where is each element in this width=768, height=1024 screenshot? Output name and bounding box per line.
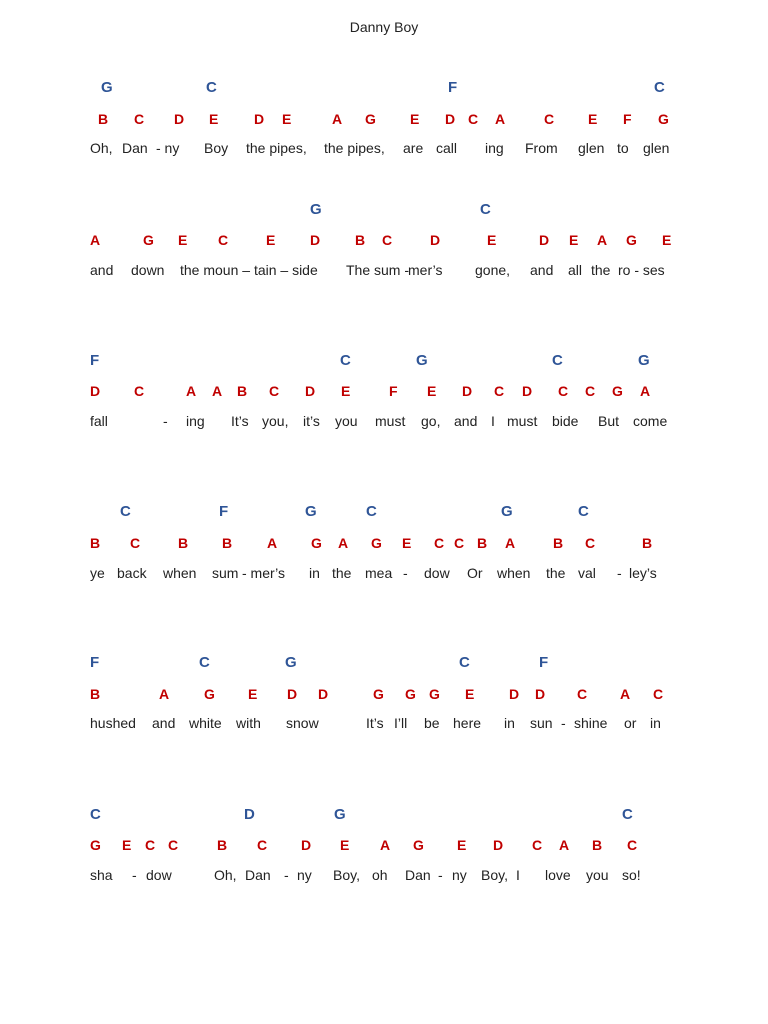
note-label: C	[257, 837, 268, 853]
note-label: E	[457, 837, 467, 853]
note-label: A	[212, 383, 223, 399]
note-label: C	[145, 837, 156, 853]
lyric-word: and	[530, 262, 554, 278]
lyric-word: Boy	[204, 140, 229, 156]
note-label: D	[509, 686, 520, 702]
note-label: D	[174, 111, 185, 127]
lyric-word: shine	[574, 715, 608, 731]
note-label: E	[248, 686, 258, 702]
chord-label: G	[101, 79, 113, 96]
lyric-word: ye	[90, 565, 105, 581]
note-label: E	[465, 686, 475, 702]
lyric-word: or	[624, 715, 637, 731]
note-label: E	[410, 111, 420, 127]
note-label: C	[585, 535, 596, 551]
lyric-word: - mer’s	[242, 565, 286, 581]
note-label: C	[130, 535, 141, 551]
lyric-word: I’ll	[394, 715, 408, 731]
lyric-word: come	[633, 413, 668, 429]
lyric-word: The sum -	[346, 262, 410, 278]
lyric-word: in	[650, 715, 661, 731]
note-label: B	[355, 232, 366, 248]
lyric-word: ing	[186, 413, 205, 429]
note-label: A	[338, 535, 349, 551]
note-label: E	[588, 111, 598, 127]
lyric-word: Boy,	[481, 867, 508, 883]
chord-label: F	[219, 503, 229, 520]
lyric-word: white	[189, 715, 222, 731]
note-label: A	[332, 111, 343, 127]
lyric-word: the	[332, 565, 352, 581]
lyric-word: ley’s	[629, 565, 657, 581]
chord-label: C	[206, 79, 217, 96]
lyric-word: to	[617, 140, 629, 156]
note-label: A	[495, 111, 506, 127]
lyric-word: bide	[552, 413, 579, 429]
chord-label: C	[552, 352, 563, 369]
lyric-word: go,	[421, 413, 441, 429]
lyric-word: fall	[90, 413, 108, 429]
note-label: B	[553, 535, 564, 551]
note-label: A	[640, 383, 651, 399]
note-label: E	[341, 383, 351, 399]
note-label: B	[90, 686, 101, 702]
note-label: B	[98, 111, 109, 127]
note-label: D	[430, 232, 441, 248]
note-label: C	[544, 111, 555, 127]
note-label: D	[305, 383, 316, 399]
note-label: E	[178, 232, 188, 248]
lyric-word: with	[236, 715, 261, 731]
lyric-word: -	[438, 867, 443, 883]
lyric-word: sum	[212, 565, 239, 581]
note-label: G	[612, 383, 623, 399]
lyric-word: -	[132, 867, 137, 883]
lyric-word: ing	[485, 140, 504, 156]
note-label: G	[90, 837, 101, 853]
chord-label: C	[578, 503, 589, 520]
note-label: G	[373, 686, 384, 702]
note-label: C	[577, 686, 588, 702]
note-label: B	[237, 383, 248, 399]
note-label: C	[653, 686, 664, 702]
lyric-word: glen	[643, 140, 670, 156]
lyric-word: you	[586, 867, 609, 883]
chord-label: G	[501, 503, 513, 520]
chord-label: G	[416, 352, 428, 369]
note-label: F	[623, 111, 632, 127]
lyric-word: back	[117, 565, 147, 581]
chord-label: G	[310, 201, 322, 218]
chord-label: G	[285, 654, 297, 671]
lyric-word: the pipes,	[324, 140, 385, 156]
note-label: C	[468, 111, 479, 127]
lyric-word: -	[561, 715, 566, 731]
note-label: D	[318, 686, 329, 702]
note-label: A	[380, 837, 391, 853]
note-label: G	[204, 686, 215, 702]
lyric-word: and	[454, 413, 478, 429]
lyric-word: the pipes,	[246, 140, 307, 156]
note-label: E	[340, 837, 350, 853]
lyric-word: Dan	[405, 867, 431, 883]
lyric-word: It’s	[366, 715, 384, 731]
note-label: D	[90, 383, 101, 399]
note-label: D	[522, 383, 533, 399]
chord-label: D	[244, 806, 255, 823]
note-label: E	[266, 232, 276, 248]
note-label: A	[505, 535, 516, 551]
note-label: D	[254, 111, 265, 127]
lyric-word: call	[436, 140, 458, 156]
note-label: G	[413, 837, 424, 853]
note-label: A	[90, 232, 101, 248]
note-label: E	[427, 383, 437, 399]
note-label: D	[535, 686, 546, 702]
chord-label: F	[448, 79, 458, 96]
lyric-word: and	[152, 715, 176, 731]
note-label: B	[222, 535, 233, 551]
note-label: C	[134, 383, 145, 399]
lyric-word: dow	[424, 565, 450, 581]
lyric-word: Oh,	[214, 867, 237, 883]
lyric-word: the	[546, 565, 566, 581]
lyric-word: gone,	[475, 262, 511, 278]
note-label: G	[311, 535, 322, 551]
note-label: C	[627, 837, 638, 853]
lyric-word: sha	[90, 867, 113, 883]
chord-label: F	[90, 654, 100, 671]
lyric-word: -	[284, 867, 289, 883]
note-label: A	[267, 535, 278, 551]
chord-label: G	[305, 503, 317, 520]
note-label: B	[642, 535, 653, 551]
lyric-word: in	[504, 715, 515, 731]
note-label: E	[487, 232, 497, 248]
lyric-word: love	[545, 867, 571, 883]
chord-label: F	[90, 352, 100, 369]
lyric-word: val	[578, 565, 596, 581]
lyric-word: From	[525, 140, 558, 156]
lyric-word: when	[163, 565, 197, 581]
note-label: E	[209, 111, 219, 127]
lyric-word: you	[335, 413, 358, 429]
song-title: Danny Boy	[349, 19, 419, 35]
note-label: D	[310, 232, 321, 248]
note-label: G	[658, 111, 669, 127]
lyric-word: the moun – tain – side	[180, 262, 318, 278]
note-label: C	[494, 383, 505, 399]
note-label: A	[597, 232, 608, 248]
lyric-word: and	[90, 262, 114, 278]
chord-label: C	[366, 503, 377, 520]
lyric-word: are	[403, 140, 424, 156]
lyric-word: -	[617, 565, 622, 581]
chord-label: C	[654, 79, 665, 96]
lyric-word: sun	[530, 715, 553, 731]
lyric-word: snow	[286, 715, 319, 731]
note-label: C	[532, 837, 543, 853]
note-label: B	[90, 535, 101, 551]
note-label: D	[301, 837, 312, 853]
note-label: D	[445, 111, 456, 127]
chord-label: G	[334, 806, 346, 823]
note-label: D	[462, 383, 473, 399]
note-label: A	[559, 837, 570, 853]
note-label: E	[569, 232, 579, 248]
note-label: G	[626, 232, 637, 248]
note-label: C	[454, 535, 465, 551]
lyric-word: It’s	[231, 413, 249, 429]
chord-label: C	[622, 806, 633, 823]
lyric-word: here	[453, 715, 482, 731]
lyric-word: glen	[578, 140, 605, 156]
lyric-word: hushed	[90, 715, 136, 731]
lyric-word: in	[309, 565, 320, 581]
note-label: D	[539, 232, 550, 248]
note-label: D	[493, 837, 504, 853]
note-label: C	[558, 383, 569, 399]
lyric-word: ny	[452, 867, 467, 883]
chord-label: C	[459, 654, 470, 671]
lyric-word: it’s	[303, 413, 320, 429]
note-label: G	[429, 686, 440, 702]
note-label: B	[477, 535, 488, 551]
note-label: D	[287, 686, 298, 702]
chord-label: C	[120, 503, 131, 520]
note-label: F	[389, 383, 398, 399]
lyric-word: ny	[297, 867, 312, 883]
chord-label: C	[340, 352, 351, 369]
note-label: E	[282, 111, 292, 127]
chord-label: C	[199, 654, 210, 671]
note-label: G	[405, 686, 416, 702]
note-label: C	[134, 111, 145, 127]
note-label: E	[662, 232, 672, 248]
lyric-word: the	[591, 262, 611, 278]
note-label: B	[592, 837, 603, 853]
note-label: A	[159, 686, 170, 702]
note-label: C	[434, 535, 445, 551]
note-label: G	[365, 111, 376, 127]
lyric-word: Dan	[122, 140, 148, 156]
chord-label: C	[480, 201, 491, 218]
note-label: G	[143, 232, 154, 248]
chord-label: F	[539, 654, 549, 671]
note-label: C	[585, 383, 596, 399]
chord-label: C	[90, 806, 101, 823]
lyric-word: I	[516, 867, 520, 883]
lyric-word: all	[568, 262, 583, 278]
lyric-word: Oh,	[90, 140, 113, 156]
note-label: C	[168, 837, 179, 853]
lyric-word: Dan	[245, 867, 271, 883]
lyric-word: -	[163, 413, 168, 429]
note-label: C	[269, 383, 280, 399]
lyric-word: -	[403, 565, 408, 581]
lyric-word: mer’s	[408, 262, 443, 278]
lyric-word: But	[598, 413, 620, 429]
lyric-word: when	[497, 565, 531, 581]
lyric-word: you,	[262, 413, 289, 429]
lyric-word: down	[131, 262, 165, 278]
note-label: E	[122, 837, 132, 853]
lyric-word: I	[491, 413, 495, 429]
lyric-word: Boy,	[333, 867, 360, 883]
lyric-word: dow	[146, 867, 172, 883]
note-label: G	[371, 535, 382, 551]
lyric-word: be	[424, 715, 440, 731]
lyric-word: so!	[622, 867, 641, 883]
lyric-word: oh	[372, 867, 388, 883]
lyric-word: Or	[467, 565, 483, 581]
note-label: A	[620, 686, 631, 702]
note-label: C	[382, 232, 393, 248]
note-label: E	[402, 535, 412, 551]
lyric-word: mea	[365, 565, 393, 581]
lyric-word: ro - ses	[618, 262, 665, 278]
lyric-word: must	[507, 413, 538, 429]
note-label: B	[217, 837, 228, 853]
note-label: B	[178, 535, 189, 551]
lyric-word: must	[375, 413, 406, 429]
note-label: C	[218, 232, 229, 248]
chord-label: G	[638, 352, 650, 369]
lyric-word: - ny	[156, 140, 180, 156]
note-label: A	[186, 383, 197, 399]
